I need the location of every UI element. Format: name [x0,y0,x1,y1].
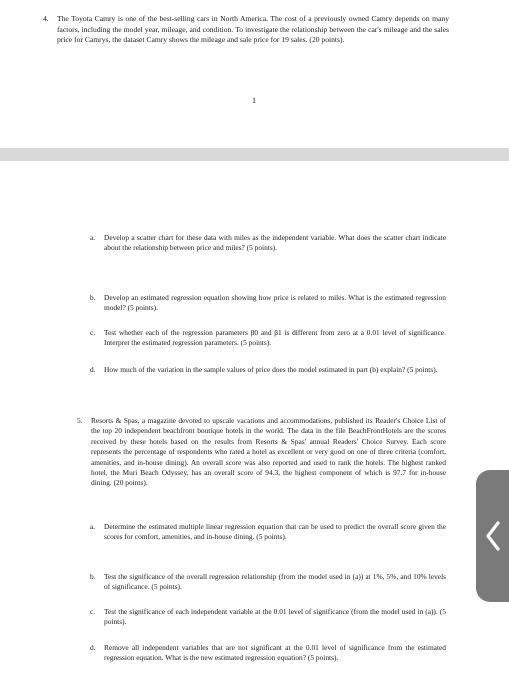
question-5-text [77,416,446,489]
item-label: d. [90,643,96,652]
item-text: Develop a scatter chart for these data with miles as the independent variable. What does the scatter chart indicate about the relationship between price and miles? (5 points). [104,233,446,253]
q5-item-c [90,607,446,628]
item-text: Develop an estimated regression equation showing how price is related to miles. What is the estimated regression model? (5 points). [104,293,446,313]
page-separator [0,148,509,161]
q4-item-b [90,293,446,314]
page-number: 1 [252,96,256,105]
q5-item-b [90,572,446,593]
question-number: 5. [77,416,83,425]
item-label: a. [90,233,96,242]
item-text: Test the significance of the overall regression relationship (from the model used in (a)) at 1%, 5%, and 10% levels of significance. (5 points). [104,572,446,592]
q5-item-d [90,643,446,664]
item-text: Determine the estimated multiple linear regression equation that can be used to predict the overall score given the scores for comfort, amenities, and in-house dining. (5 points). [104,522,446,542]
q5-item-a [90,522,446,543]
question-number: 4. [43,14,49,23]
item-text: Test whether each of the regression parameters β0 and β1 is different from zero at a 0.01 level of significance. Interpret the estimated regression parameters. (5 points). [104,328,446,348]
question-body: Resorts & Spas, a magazine devoted to upscale vacations and accommodations, published its Reader's Choice List of the top 20 independent beachfront boutique hotels in the world. The data in the file BeachFrontHotels are the scores received by these hotels based on the results from Resorts & Spas' annual Readers' Choice Survey. Each score represents the percentage of respondents who rated a hotel as excellent or very good on one of three criteria (comfort, amenities, and in-house dining). An overall score was also reported and used to rank the hotels. The highest ranked hotel, the Muri Beach Odyssey, has an overall score of 94.3, the highest component of which is 97.7 for in-house dining. (20 points). [91,416,446,488]
question-4-text [43,14,449,46]
collapse-panel-tab[interactable] [476,470,509,602]
item-label: d. [90,365,96,374]
item-label: a. [90,522,96,531]
item-text: Remove all independent variables that are not significant at the 0.01 level of significance from the estimated regression equation. What is the new estimated regression equation? (5 points). [104,643,446,663]
item-label: c. [90,607,96,616]
item-label: c. [90,328,96,337]
q4-item-c [90,328,446,349]
item-text: How much of the variation in the sample values of price does the model estimated in part (b) explain? (5 points). [104,365,438,374]
question-body: The Toyota Camry is one of the best-selling cars in North America. The cost of a previously owned Camry depends on many factors, including the model year, mileage, and condition. To investigate the relationship between the car's mileage and the sales price for Camrys, the dataset Camry shows the mileage and sale price for 19 sales. (20 points). [57,14,449,45]
item-label: b. [90,293,96,302]
chevron-left-icon [485,521,501,551]
item-text: Test the significance of each independent variable at the 0.01 level of significance (from the model used in (a)). (5 points). [104,607,446,627]
q4-item-d [90,365,446,375]
item-label: b. [90,572,96,581]
q4-item-a [90,233,446,254]
